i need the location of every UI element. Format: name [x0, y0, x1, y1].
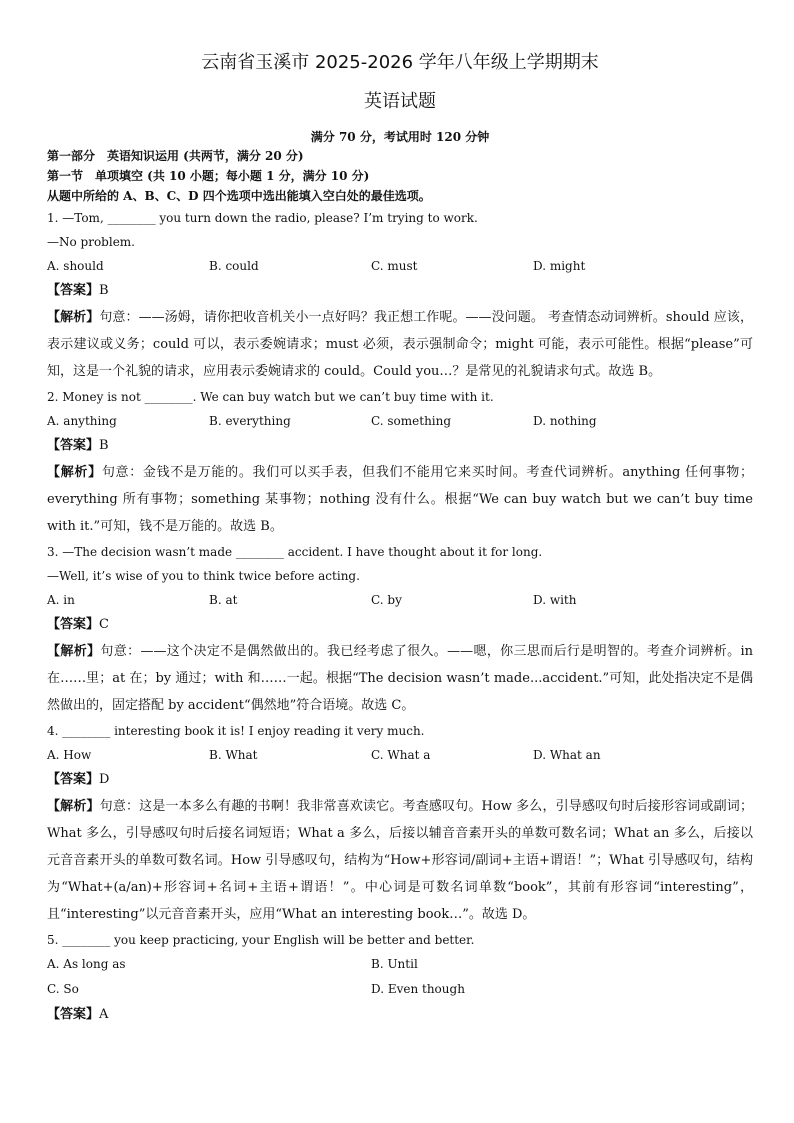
option-b: B. at [209, 593, 238, 607]
option-d: D. nothing [533, 414, 597, 428]
option-a: A. in [47, 593, 75, 607]
analysis-label: 【解析】 [47, 644, 101, 659]
answer-value: C [99, 617, 109, 632]
option-list [47, 409, 753, 433]
question-3 [47, 540, 753, 719]
option-a: A. should [47, 259, 104, 273]
analysis-label: 【解析】 [47, 310, 100, 325]
answer-value: B [99, 438, 109, 453]
option-d: D. might [533, 259, 586, 273]
answer-label: 【答案】 [47, 772, 100, 787]
option-d: D. What an [533, 748, 601, 762]
option-c: C. must [371, 259, 418, 273]
option-b: B. What [209, 748, 258, 762]
analysis-label: 【解析】 [47, 465, 102, 480]
part-heading: 第一部分 英语知识运用 (共两节，满分 20 分) [47, 149, 304, 163]
option-a: A. How [47, 748, 92, 762]
option-list [47, 952, 753, 1002]
option-list [47, 254, 753, 278]
answer-line [47, 278, 753, 304]
question-1 [47, 206, 753, 385]
option-c: C. So [47, 982, 79, 996]
answer-label: 【答案】 [47, 617, 100, 632]
option-c: C. something [371, 414, 452, 428]
analysis-line [47, 459, 753, 540]
question-4 [47, 719, 753, 928]
question-stem: 5. ________ you keep practicing, your English will be better and better. [47, 933, 475, 947]
answer-line [47, 433, 753, 459]
exam-info: 满分 70 分，考试用时 120 分钟 [310, 130, 490, 144]
analysis-label: 【解析】 [47, 799, 100, 814]
section-heading: 第一节 单项填空 (共 10 小题；每小题 1 分，满分 10 分) [47, 169, 370, 183]
answer-value: D [99, 772, 110, 787]
question-stem: 4. ________ interesting book it is! I enjoy reading it very much. [47, 724, 425, 738]
question-reply: —Well, it’s wise of you to think twice before acting. [47, 569, 360, 583]
analysis-line [47, 638, 753, 719]
question-stem: 1. —Tom, ________ you turn down the radio, please? I’m trying to work. [47, 211, 478, 225]
answer-label: 【答案】 [47, 438, 100, 453]
question-5 [47, 928, 753, 1028]
question-stem: 3. —The decision wasn’t made ________ accident. I have thought about it for long. [47, 545, 543, 559]
answer-value: A [99, 1007, 109, 1022]
question-2 [47, 385, 753, 540]
option-b: B. everything [209, 414, 291, 428]
answer-label: 【答案】 [47, 283, 100, 298]
option-list [47, 743, 753, 767]
analysis-line [47, 793, 753, 928]
option-b: B. Until [371, 957, 418, 971]
option-b: B. could [209, 259, 259, 273]
question-stem: 2. Money is not ________. We can buy watch but we can’t buy time with it. [47, 390, 494, 404]
analysis-text: 句意：金钱不是万能的。我们可以买手表，但我们不能用它来买时间。考查代词辨析。anything 任何事物；everything 所有事物；something 某事物；nothing 没有什么。根据“We can buy watch but we can’t buy time with it.”可知，钱不是万能的。故选 B。 [47, 465, 753, 534]
answer-line [47, 612, 753, 638]
option-c: C. What a [371, 748, 431, 762]
question-reply: —No problem. [47, 235, 135, 249]
exam-page [47, 50, 753, 1028]
answer-label: 【答案】 [47, 1007, 100, 1022]
instruction-text: 从题中所给的 A、B、C、D 四个选项中选出能填入空白处的最佳选项。 [47, 189, 431, 203]
answer-value: B [99, 283, 109, 298]
exam-subtitle: 英语试题 [364, 91, 436, 112]
option-a: A. As long as [47, 957, 126, 971]
option-d: D. Even though [371, 982, 465, 996]
option-d: D. with [533, 593, 577, 607]
option-c: C. by [371, 593, 402, 607]
analysis-text: 句意：这是一本多么有趣的书啊！我非常喜欢读它。考查感叹句。How 多么，引导感叹句时后接形容词或副词；What 多么，引导感叹句时后接名词短语；What a 多么，后接以辅音音素开头的单数可数名词；What an 多么，后接以元音音素开头的单数可数名词。How 引导感叹句，结构为“How+形容词/副词+主语+谓语！”；What 引导感叹句，结构为“What+(a/an)+形容词+名词+主语+谓语！”。中心词是可数名词单数“book”，其前有形容词“interesting”，且“interesting”以元音音素开头，应用“What an interesting book…”。故选 D。 [47, 799, 753, 922]
answer-line [47, 1002, 753, 1028]
analysis-text: 句意：——汤姆，请你把收音机关小一点好吗？我正想工作呢。——没问题。 考查情态动词辨析。should 应该，表示建议或义务；could 可以，表示委婉请求；must 必须，表示强制命令；might 可能，表示可能性。根据“please”可知，这是一个礼貌的请求，应用表示委婉请求的 could。Could you…？是常见的礼貌请求句式。故选 B。 [47, 310, 753, 379]
option-list [47, 588, 753, 612]
option-a: A. anything [47, 414, 117, 428]
analysis-text: 句意：——这个决定不是偶然做出的。我已经考虑了很久。——嗯，你三思而后行是明智的。考查介词辨析。in 在……里；at 在；by 通过；with 和……一起。根据“The decision wasn’t made...accident.”可知，此处指决定不是偶然做出的，固定搭配 by accident“偶然地”符合语境。故选 C。 [47, 644, 753, 713]
analysis-line [47, 304, 753, 385]
exam-title: 云南省玉溪市 2025-2026 学年八年级上学期期末 [201, 52, 599, 73]
answer-line [47, 767, 753, 793]
